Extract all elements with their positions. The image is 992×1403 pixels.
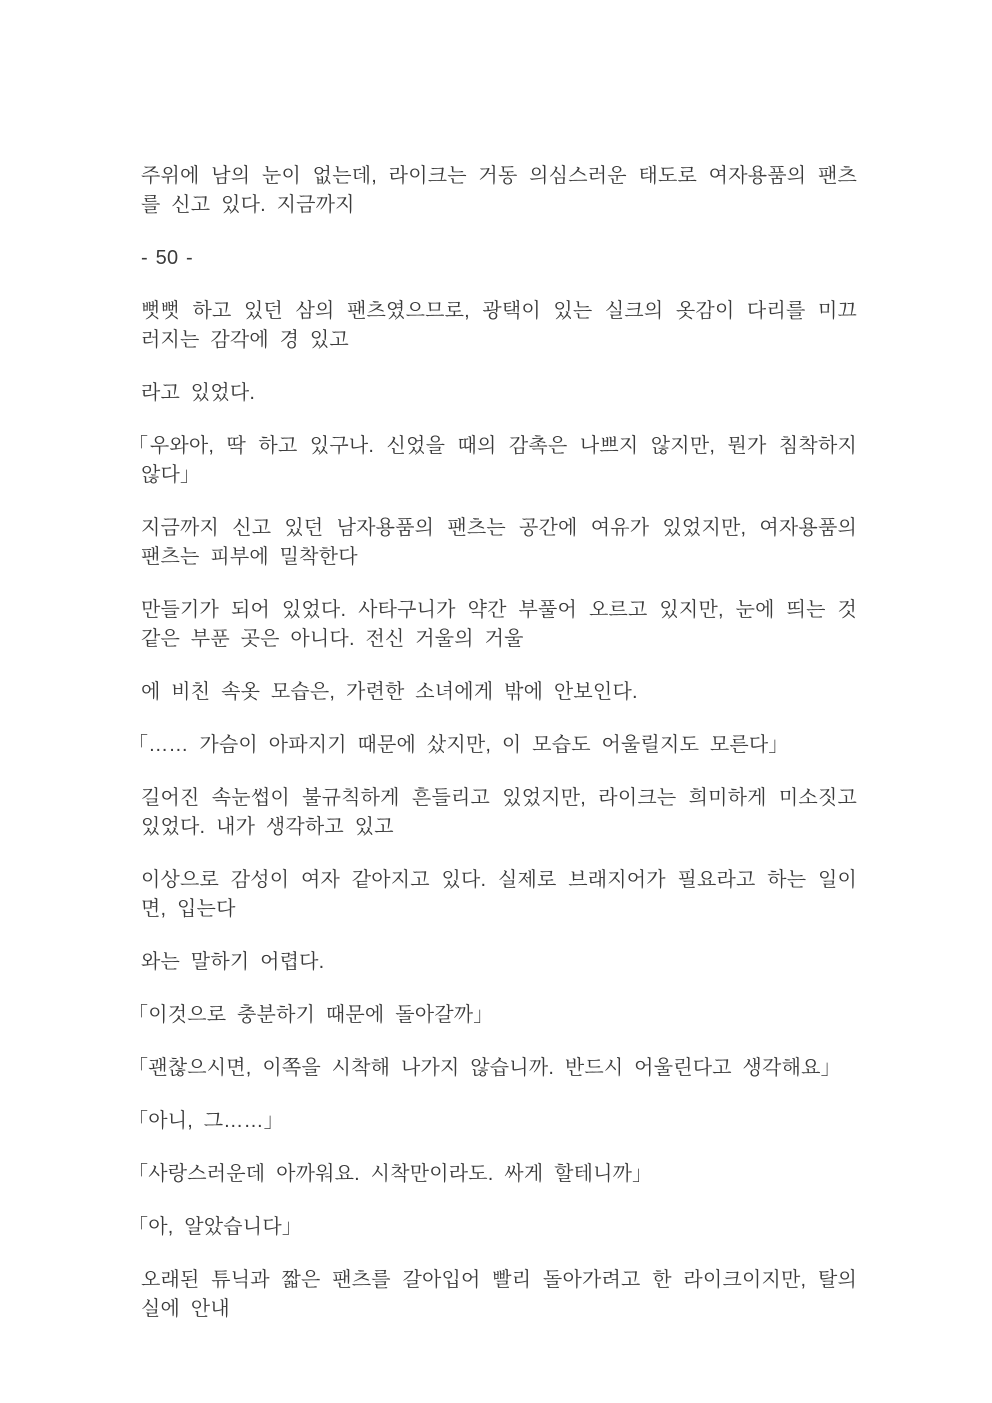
- paragraph: 주위에 남의 눈이 없는데, 라이크는 거동 의심스러운 태도로 여자용품의 팬츠를 신고 있다. 지금까지: [141, 165, 857, 216]
- paragraph: 와는 말하기 어렵다.: [141, 951, 325, 973]
- paragraph: 이상으로 감성이 여자 같아지고 있다. 실제로 브래지어가 필요라고 하는 일이면, 입는다: [141, 869, 857, 920]
- paragraph: 뻣뻣 하고 있던 삼의 팬츠였으므로, 광택이 있는 실크의 옷감이 다리를 미끄러지는 감각에 경 있고: [141, 300, 857, 351]
- paragraph: 지금까지 신고 있던 남자용품의 팬츠는 공간에 여유가 있었지만, 여자용품의 팬츠는 피부에 밀착한다: [141, 517, 857, 568]
- paragraph: 에 비친 속옷 모습은, 가련한 소녀에게 밖에 안보인다.: [141, 681, 638, 703]
- paragraph: 라고 있었다.: [141, 382, 256, 404]
- dialogue-paragraph: 「우와아, 딱 하고 있구나. 신었을 때의 감촉은 나쁘지 않지만, 뭔가 침착하지 않다」: [128, 435, 857, 486]
- page-number-marker: - 50 -: [141, 247, 193, 269]
- dialogue-paragraph: 「사랑스러운데 아까워요. 시착만이라도. 싸게 할테니까」: [128, 1163, 653, 1185]
- paragraph: 오래된 튜닉과 짧은 팬츠를 갈아입어 빨리 돌아가려고 한 라이크이지만, 탈의실에 안내: [141, 1269, 857, 1320]
- dialogue-paragraph: 「아, 알았습니다」: [128, 1216, 303, 1238]
- paragraph: 길어진 속눈썹이 불규칙하게 흔들리고 있었지만, 라이크는 희미하게 미소짓고 있었다. 내가 생각하고 있고: [141, 787, 857, 838]
- dialogue-paragraph: 「…… 가슴이 아파지기 때문에 샀지만, 이 모습도 어울릴지도 모른다」: [128, 734, 789, 756]
- dialogue-paragraph: 「이것으로 충분하기 때문에 돌아갈까」: [128, 1004, 494, 1026]
- dialogue-paragraph: 「괜찮으시면, 이쪽을 시착해 나가지 않습니까. 반드시 어울린다고 생각해요」: [128, 1057, 841, 1079]
- text-content: [128, 162, 857, 1348]
- dialogue-paragraph: 「아니, 그……」: [128, 1110, 284, 1132]
- paragraph: 만들기가 되어 있었다. 사타구니가 약간 부풀어 오르고 있지만, 눈에 띄는 것 같은 부푼 곳은 아니다. 전신 거울의 거울: [141, 599, 857, 650]
